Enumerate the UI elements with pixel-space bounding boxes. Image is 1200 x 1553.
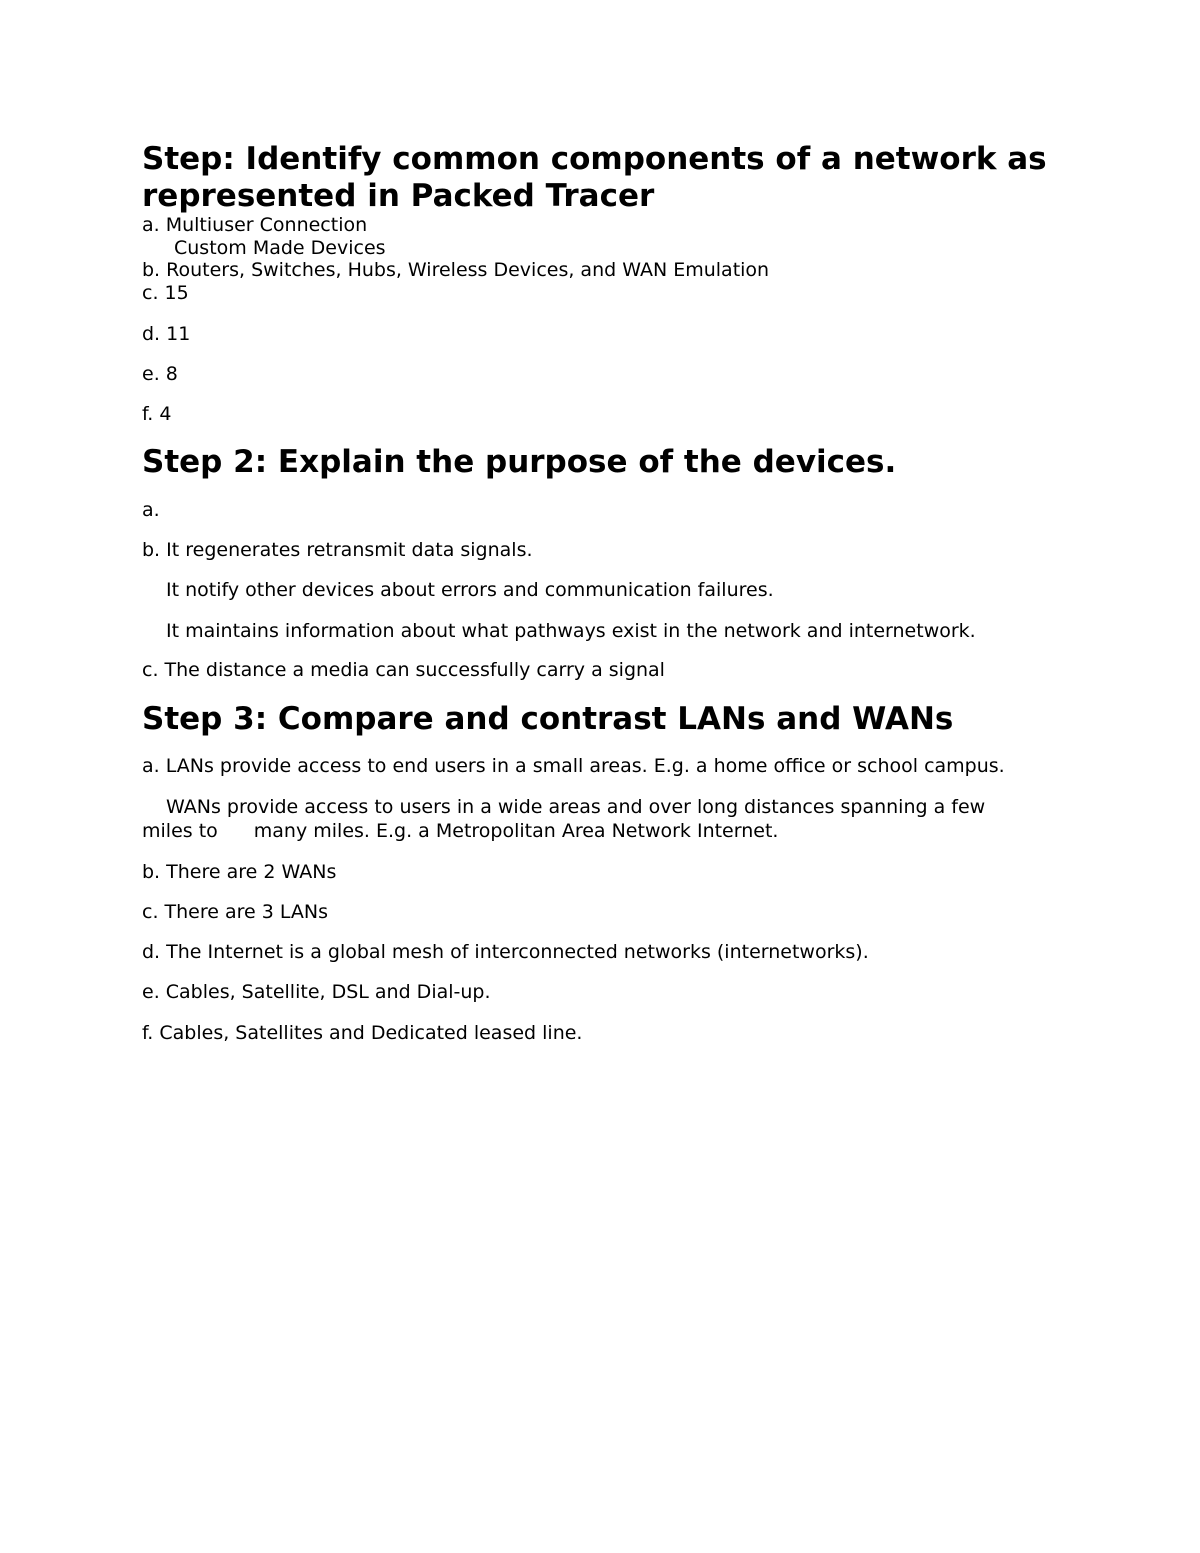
step-1-item-d: d. 11 [142,323,191,345]
step-2-item-a: a. [142,499,160,521]
step-1-heading-line-2: represented in Packed Tracer [142,178,655,214]
step-3-item-a: a. LANs provide access to end users in a small areas. E.g. a home office or school campus. [142,755,1005,777]
step-3-item-b: b. There are 2 WANs [142,861,337,883]
step-2-heading: Step 2: Explain the purpose of the devices. [142,444,897,480]
step-2-item-b-line-3: It maintains information about what pathways exist in the network and internetwork. [166,620,976,642]
step-1-item-c: c. 15 [142,282,189,304]
step-3-item-f: f. Cables, Satellites and Dedicated leased line. [142,1022,583,1044]
step-3-item-a-line-3 [142,820,778,843]
step-3-item-a-line-3-part-2: many miles. E.g. a Metropolitan Area Network Internet. [253,820,779,842]
step-1-heading-line-1: Step: Identify common components of a network as [142,141,1047,177]
step-1-item-a: a. Multiuser Connection [142,214,368,236]
step-1-item-e: e. 8 [142,363,178,385]
step-1-item-a-continued: Custom Made Devices [174,237,386,259]
step-3-heading: Step 3: Compare and contrast LANs and WANs [142,701,954,737]
step-1-item-f: f. 4 [142,403,172,425]
step-2-item-c: c. The distance a media can successfully carry a signal [142,659,665,681]
step-1-item-b: b. Routers, Switches, Hubs, Wireless Devices, and WAN Emulation [142,259,770,281]
step-3-item-e: e. Cables, Satellite, DSL and Dial-up. [142,981,491,1003]
step-2-item-b: b. It regenerates retransmit data signals. [142,539,533,561]
step-3-item-c: c. There are 3 LANs [142,901,329,923]
step-3-item-a-line-3-part-1: miles to [142,820,218,842]
step-3-item-d: d. The Internet is a global mesh of interconnected networks (internetworks). [142,941,869,963]
step-2-item-b-line-2: It notify other devices about errors and communication failures. [166,579,774,601]
step-3-item-a-line-2: WANs provide access to users in a wide areas and over long distances spanning a few [166,796,986,818]
